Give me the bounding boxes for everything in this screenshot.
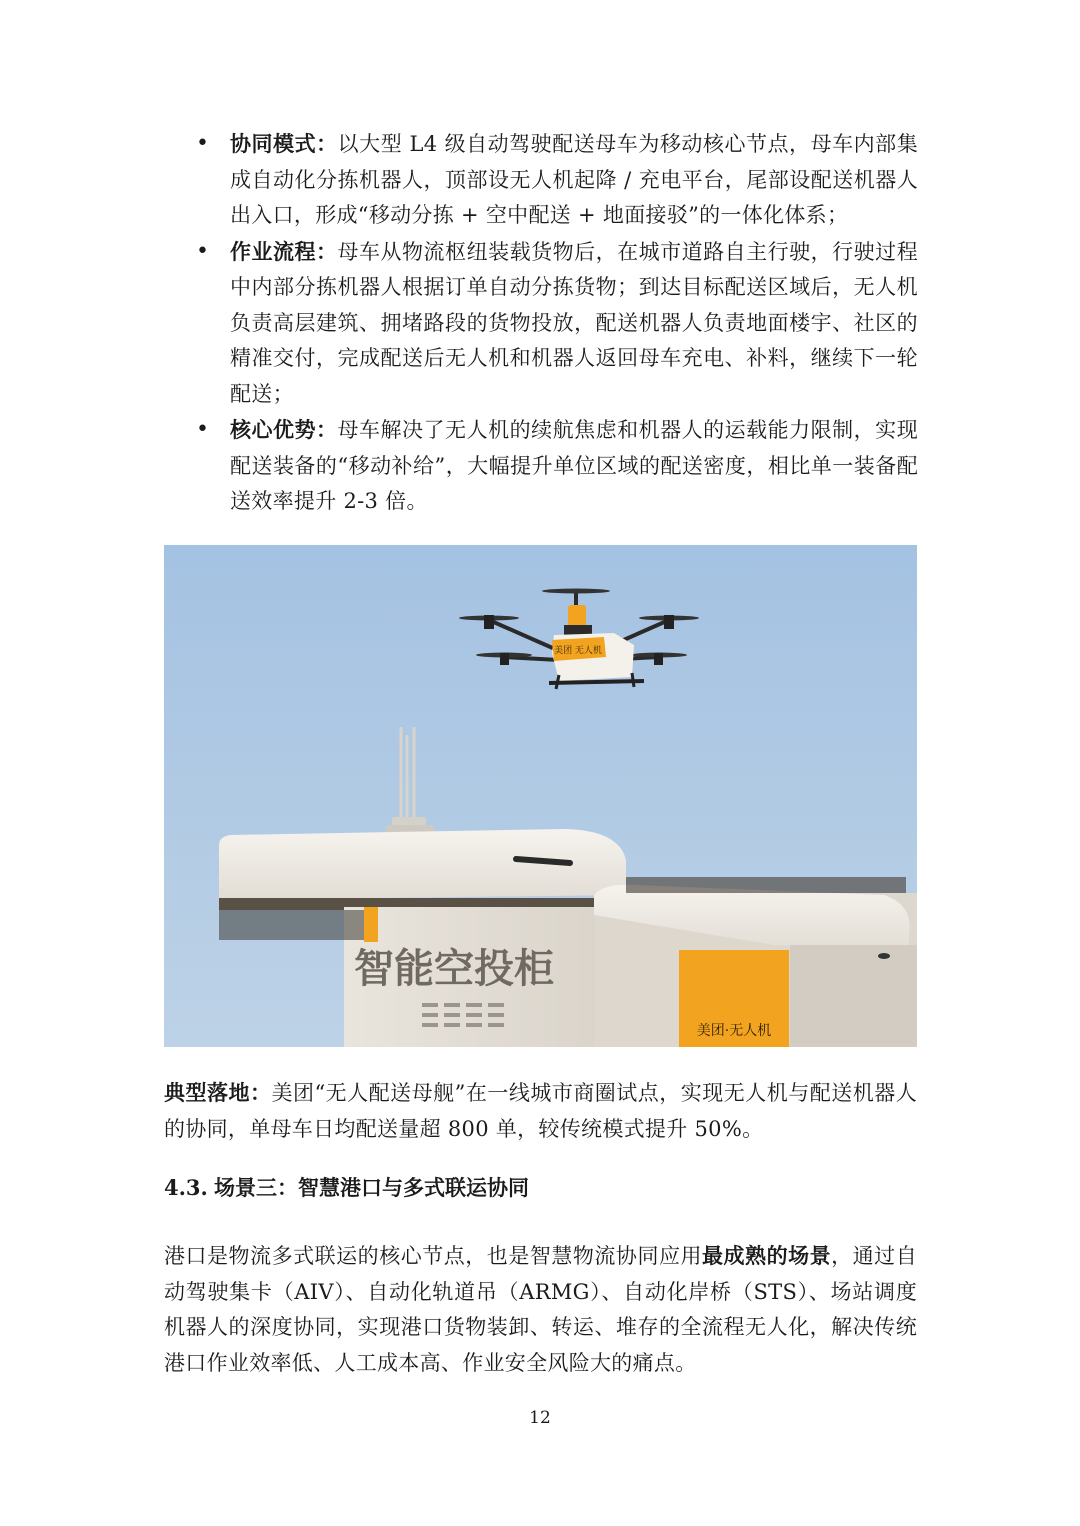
bullet-dot-icon: • bbox=[196, 131, 210, 156]
bullet-label: 核心优势： bbox=[230, 417, 338, 442]
drone-cabinet-photo bbox=[164, 545, 917, 1047]
bullet-text: 以大型 L4 级自动驾驶配送母车为移动核心节点，母车内部集成自动化分拣机器人，顶部设无人机起降 / 充电平台，尾部设配送机器人出入口，形成“移动分拣 + 空中配送 + 地面接驳”的一体化体系； bbox=[230, 132, 918, 227]
intro-paragraph bbox=[164, 1238, 917, 1381]
section-title: 场景三：智慧港口与多式联运协同 bbox=[214, 1175, 529, 1200]
section-heading bbox=[164, 1172, 529, 1202]
typical-text: 美团“无人配送母舰”在一线城市商圈试点，实现无人机与配送机器人的协同，单母车日均配送量超 800 单，较传统模式提升 50%。 bbox=[164, 1081, 917, 1141]
typical-deployment-paragraph bbox=[164, 1075, 917, 1147]
cabinet-sign: 智能空投柜 bbox=[354, 946, 554, 992]
intro-text-part1: 港口是物流多式联运的核心节点，也是智慧物流协同应用 bbox=[164, 1244, 703, 1268]
bullet-dot-icon: • bbox=[196, 417, 210, 442]
typical-label: 典型落地： bbox=[164, 1080, 272, 1105]
intro-text-part2: ，通过自动驾驶集卡（AIV）、自动化轨道吊（ARMG）、自动化岸桥（STS）、场站调度机器人的深度协同，实现港口货物装卸、转运、堆存的全流程无人化，解决传统港口作业效率低、人工成本高、作业安全风险大的痛点。 bbox=[164, 1244, 918, 1375]
drone-label: 美团 无人机 bbox=[554, 646, 602, 656]
section-number: 4.3. bbox=[164, 1175, 208, 1200]
bullet-text: 母车解决了无人机的续航焦虑和机器人的运载能力限制，实现配送装备的“移动补给”，大幅提升单位区域的配送密度，相比单一装备配送效率提升 2-3 倍。 bbox=[230, 418, 918, 513]
bullet-dot-icon: • bbox=[196, 238, 210, 264]
brand-panel: 美团·无人机 bbox=[696, 1023, 772, 1039]
page-number: 12 bbox=[529, 1408, 551, 1428]
bullet-list bbox=[196, 126, 918, 520]
bullet-label: 作业流程： bbox=[230, 238, 338, 264]
bullet-label: 协同模式： bbox=[230, 131, 338, 156]
bullet-text: 母车从物流枢纽装载货物后，在城市道路自主行驶，行驶过程中内部分拣机器人根据订单自动分拣货物；到达目标配送区域后，无人机负责高层建筑、拥堵路段的货物投放，配送机器人负责地面楼宇、社区的精准交付，完成配送后无人机和机器人返回母车充电、补料，继续下一轮配送； bbox=[230, 239, 918, 406]
bullet-item-collaboration-mode bbox=[196, 126, 918, 234]
bullet-item-core-advantage bbox=[196, 412, 918, 520]
intro-emphasis: 最成熟的场景 bbox=[702, 1243, 832, 1268]
bullet-item-workflow bbox=[196, 234, 918, 413]
